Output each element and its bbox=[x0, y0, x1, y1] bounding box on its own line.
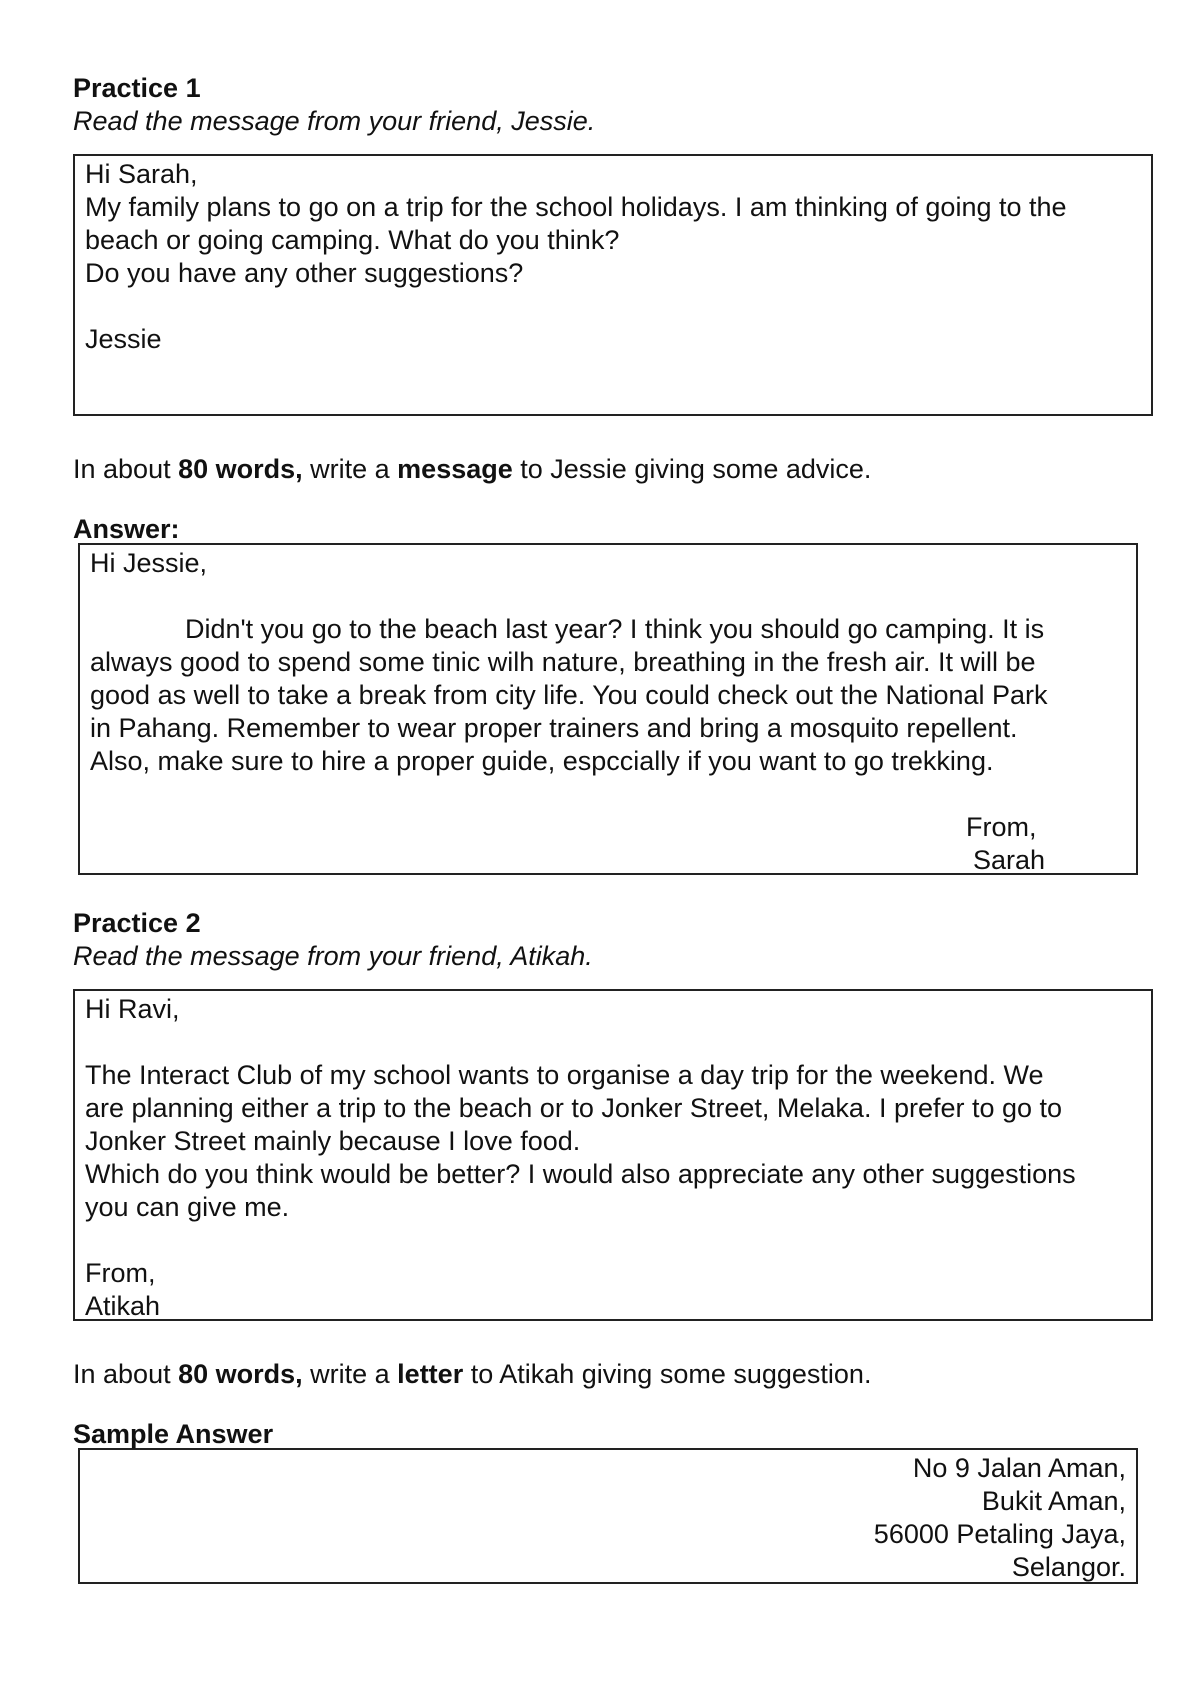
message-closing: From, bbox=[85, 1258, 156, 1288]
task-type: letter bbox=[397, 1359, 464, 1389]
practice2-task bbox=[73, 1358, 1153, 1391]
answer-line: in Pahang. Remember to wear proper trainers and bring a mosquito repellent. bbox=[90, 713, 1018, 743]
practice2-heading: Practice 2 bbox=[73, 908, 201, 938]
practice1-heading: Practice 1 bbox=[73, 73, 201, 103]
address-line: Selangor. bbox=[1011, 1552, 1126, 1582]
answer-greeting: Hi Jessie, bbox=[90, 548, 208, 578]
message-line: are planning either a trip to the beach or to Jonker Street, Melaka. I prefer to go to bbox=[85, 1093, 1063, 1123]
blank-line bbox=[85, 290, 1141, 323]
task-text: write a bbox=[302, 454, 398, 484]
practice1-message-box bbox=[73, 154, 1153, 416]
message-line: My family plans to go on a trip for the school holidays. I am thinking of going to the bbox=[85, 192, 1067, 222]
task-text: In about bbox=[73, 454, 179, 484]
practice2-message-box bbox=[73, 989, 1153, 1321]
task-text: to Jessie giving some advice. bbox=[512, 454, 872, 484]
message-greeting: Hi Ravi, bbox=[85, 994, 180, 1024]
message-signature: Jessie bbox=[85, 324, 162, 354]
task-word-count: 80 words, bbox=[178, 454, 303, 484]
address-line: No 9 Jalan Aman, bbox=[912, 1453, 1126, 1483]
task-word-count: 80 words, bbox=[178, 1359, 303, 1389]
worksheet-page bbox=[73, 72, 1153, 1584]
message-line: Which do you think would be better? I would also appreciate any other suggestions bbox=[85, 1159, 1076, 1189]
practice2-instruction: Read the message from your friend, Atikah. bbox=[73, 941, 593, 971]
blank-line bbox=[90, 778, 1126, 811]
task-text: write a bbox=[302, 1359, 398, 1389]
answer-line: always good to spend some tinic wilh nature, breathing in the fresh air. It will be bbox=[90, 647, 1036, 677]
blank-line bbox=[85, 1224, 1141, 1257]
practice1-instruction: Read the message from your friend, Jessie. bbox=[73, 106, 596, 136]
message-signature: Atikah bbox=[85, 1291, 161, 1321]
task-type: message bbox=[397, 454, 513, 484]
practice1-task bbox=[73, 453, 1153, 486]
blank-line bbox=[85, 1026, 1141, 1059]
answer-line: good as well to take a break from city life. You could check out the National Park bbox=[90, 680, 1048, 710]
message-line: Jonker Street mainly because I love food. bbox=[85, 1126, 581, 1156]
message-line: you can give me. bbox=[85, 1192, 290, 1222]
practice2-sample-box bbox=[78, 1448, 1138, 1584]
message-line: beach or going camping. What do you think? bbox=[85, 225, 620, 255]
blank-line bbox=[90, 580, 1126, 613]
practice1-answer-box bbox=[78, 543, 1138, 875]
answer-closing: From, bbox=[966, 812, 1037, 842]
practice1-answer-label: Answer: bbox=[73, 514, 180, 544]
answer-name: Sarah bbox=[973, 845, 1046, 875]
answer-line: Also, make sure to hire a proper guide, espccially if you want to go trekking. bbox=[90, 746, 994, 776]
message-greeting: Hi Sarah, bbox=[85, 159, 198, 189]
address-line: 56000 Petaling Jaya, bbox=[873, 1519, 1126, 1549]
message-line: Do you have any other suggestions? bbox=[85, 258, 524, 288]
task-text: In about bbox=[73, 1359, 179, 1389]
message-line: The Interact Club of my school wants to organise a day trip for the weekend. We bbox=[85, 1060, 1044, 1090]
practice2-sample-label: Sample Answer bbox=[73, 1419, 274, 1449]
address-line: Bukit Aman, bbox=[981, 1486, 1126, 1516]
task-text: to Atikah giving some suggestion. bbox=[463, 1359, 872, 1389]
answer-line: Didn't you go to the beach last year? I think you should go camping. It is bbox=[185, 614, 1045, 644]
